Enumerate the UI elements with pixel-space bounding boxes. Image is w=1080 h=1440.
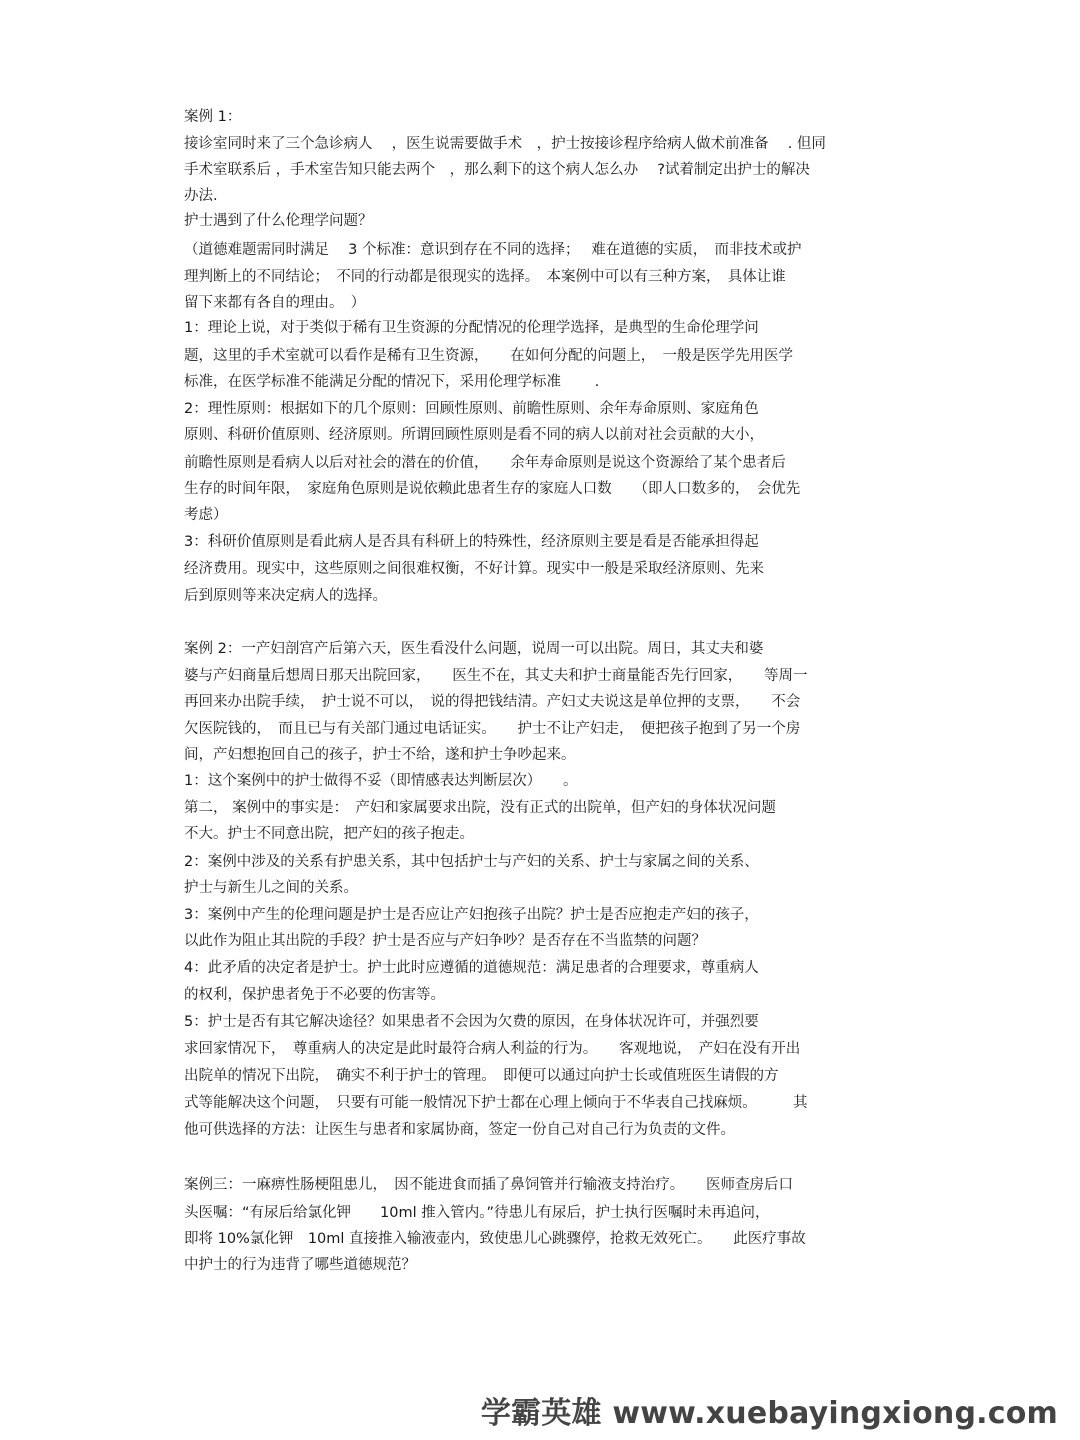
text-line: 再回来办出院手续， 护士说不可以， 说的得把钱结清。产妇丈夫说这是单位押的支票， 不会 <box>184 694 801 710</box>
text-line: 欠医院钱的， 而且已与有关部门通过电话证实。 护士不让产妇走， 便把孩子抱到了另一个房 <box>184 721 801 737</box>
text-line: 5：护士是否有其它解决途径？如果患者不会因为欠费的原因，在身体状况许可，并强烈要 <box>184 1014 759 1030</box>
text-line: 他可供选择的方法：让医生与患者和家属协商，签定一份自己对自己行为负责的文件。 <box>184 1122 735 1138</box>
text-line: 出院单的情况下出院， 确实不利于护士的管理。 即便可以通过向护士长或值班医生请假的方 <box>184 1068 779 1084</box>
text-line: （道德难题需同时满足 3 个标准：意识到存在不同的选择； 难在道德的实质， 而非技术或护 <box>184 242 802 258</box>
text-line: 案例三：一麻痹性肠梗阻患儿， 因不能进食而插了鼻饲管并行输液支持治疗。 医师查房后口 <box>184 1177 793 1193</box>
text-line: 题，这里的手术室就可以看作是稀有卫生资源， 在如何分配的问题上， 一般是医学先用医学 <box>184 348 793 364</box>
text-line: 中护士的行为违背了哪些道德规范？ <box>184 1257 416 1273</box>
site-watermark: 学霸英雄 www.xuebayingxiong.com <box>480 1396 1058 1431</box>
text-line: 案例 2：一产妇剖宫产后第六天，医生看没什么问题，说周一可以出院。周日，其丈夫和婆 <box>184 641 764 657</box>
text-line: 间，产妇想抱回自己的孩子，护士不给，遂和护士争吵起来。 <box>184 747 576 763</box>
text-line: 护士与新生儿之间的关系。 <box>184 880 358 896</box>
text-line: 手术室联系后 ，手术室告知只能去两个 ，那么剩下的这个病人怎么办 ?试着制定出护士的解决 <box>184 162 810 178</box>
text-line: 式等能解决这个问题， 只要有可能一般情况下护士都在心理上倾向于不华表自己找麻烦。 其 <box>184 1095 808 1111</box>
text-line: 1：理论上说，对于类似于稀有卫生资源的分配情况的伦理学选择，是典型的生命伦理学问 <box>184 320 759 336</box>
text-line: 3：案例中产生的伦理问题是护士是否应让产妇抱孩子出院？护士是否应抱走产妇的孩子， <box>184 907 759 923</box>
text-line: 求回家情况下， 尊重病人的决定是此时最符合病人利益的行为。 客观地说， 产妇在没有开出 <box>184 1041 801 1057</box>
text-line: 生存的时间年限， 家庭角色原则是说依赖此患者生存的家庭人口数 （即人口数多的， 会优先 <box>184 481 801 497</box>
text-line: 案例 1： <box>184 109 242 125</box>
text-line: 原则、科研价值原则、经济原则。所谓回顾性原则是看不同的病人以前对社会贡献的大小， <box>184 427 764 443</box>
text-line: 护士遇到了什么伦理学问题？ <box>184 213 373 229</box>
text-line: 理判断上的不同结论； 不同的行动都是很现实的选择。 本案例中可以有三种方案， 具体让谁 <box>184 269 786 285</box>
text-line: 1：这个案例中的护士做得不妥（即情感表达判断层次） 。 <box>184 773 578 789</box>
text-line: 第二， 案例中的事实是： 产妇和家属要求出院，没有正式的出院单，但产妇的身体状况问题 <box>184 800 776 816</box>
text-line: 的权利，保护患者免于不必要的伤害等。 <box>184 987 445 1003</box>
text-line: 婆与产妇商量后想周日那天出院回家， 医生不在，其丈夫和护士商量能否先行回家， 等周一 <box>184 668 808 684</box>
text-line: 后到原则等来决定病人的选择。 <box>184 588 387 604</box>
text-line: 前瞻性原则是看病人以后对社会的潜在的价值， 余年寿命原则是说这个资源给了某个患者后 <box>184 455 786 471</box>
text-line: 4：此矛盾的决定者是护士。护士此时应遵循的道德规范：满足患者的合理要求，尊重病人 <box>184 960 759 976</box>
text-line: 即将 10%氯化钾 10ml 直接推入输液壶内，致使患儿心跳骤停，抢救无效死亡。 此医疗事故 <box>184 1231 806 1247</box>
text-line: 不大。护士不同意出院，把产妇的孩子抱走。 <box>184 826 474 842</box>
text-line: 3：科研价值原则是看此病人是否具有科研上的特殊性，经济原则主要是看是否能承担得起 <box>184 534 759 550</box>
text-line: 头医嘱：“有尿后给氯化钾 10ml 推入管内。”待患儿有尿后，护士执行医嘱时未再追问， <box>184 1205 770 1221</box>
text-line: 考虑） <box>184 507 228 523</box>
text-line: 接诊室同时来了三个急诊病人 ，医生说需要做手术 ，护士按接诊程序给病人做术前准备 . 但同 <box>184 136 826 152</box>
text-line: 留下来都有各自的理由。 ） <box>184 295 366 311</box>
text-line: 经济费用。现实中，这些原则之间很难权衡，不好计算。现实中一般是采取经济原则、先来 <box>184 561 764 577</box>
text-line: 2：案例中涉及的关系有护患关系，其中包括护士与产妇的关系、护士与家属之间的关系、 <box>184 854 759 870</box>
text-line: 办法. <box>184 188 218 204</box>
text-line: 以此作为阻止其出院的手段？护士是否应与产妇争吵？是否存在不当监禁的问题？ <box>184 933 706 949</box>
text-line: 标准，在医学标准不能满足分配的情况下，采用伦理学标准 . <box>184 374 600 390</box>
text-line: 2：理性原则：根据如下的几个原则：回顾性原则、前瞻性原则、余年寿命原则、家庭角色 <box>184 401 759 417</box>
